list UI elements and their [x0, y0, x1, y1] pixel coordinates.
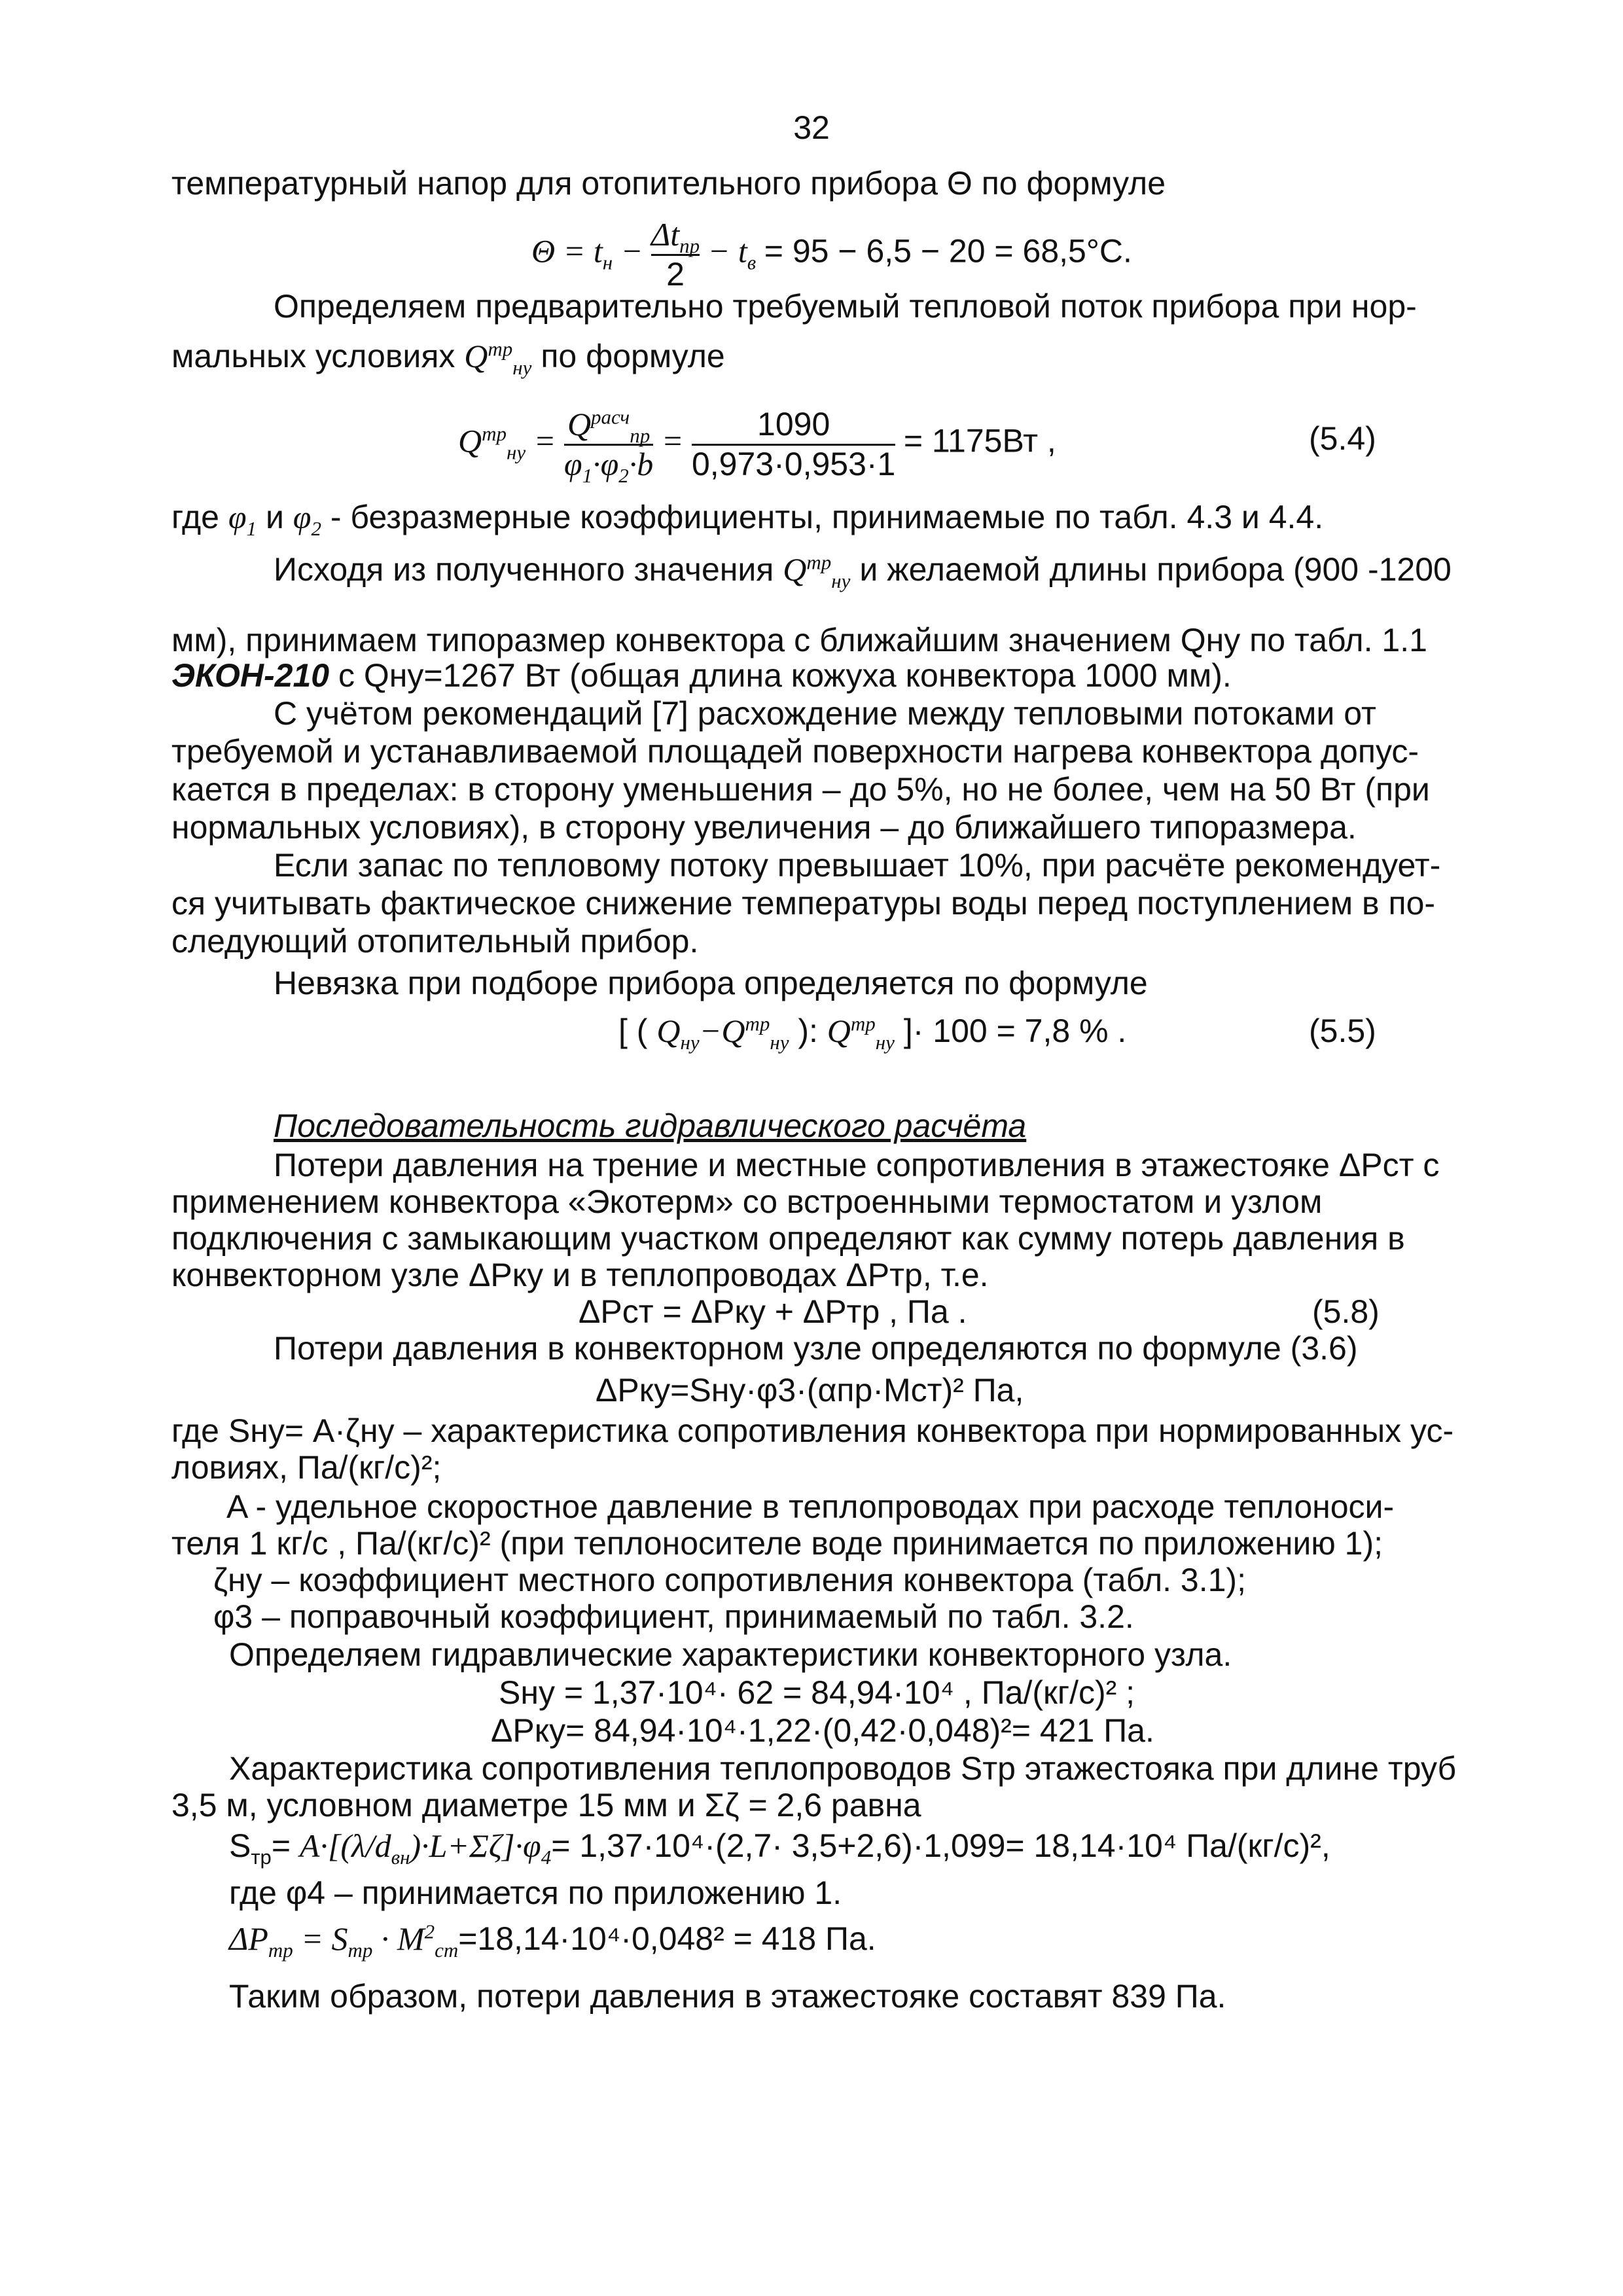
formula-theta: $\Theta = t_н$ − $\frac{\Delta t_{пр}}{2}$ − $t_в = 95 - 6,5 - 20 = 68,5^\circ С$. — [531, 216, 1132, 293]
s-tr-result: = 1,37·10⁴·(2,7· 3,5+2,6)·1,099= 18,14·10⁴ Па/(кг/с)², — [551, 1827, 1330, 1864]
paragraph-line: φ3 – поправочный коэффициент, принимаемый по табл. 3.2. — [213, 1598, 1134, 1635]
eq54-denominator: 0,973·0,953·1 — [692, 444, 895, 484]
paragraph-line: нормальных условиях), в сторону увеличения – до ближайшего типоразмера. — [171, 809, 1357, 846]
dp-tr-result: =18,14·10⁴·0,048² = 418 Па. — [458, 1920, 876, 1957]
paragraph-line: ловиях, Па/(кг/с)²; — [171, 1449, 442, 1486]
l9-rest: с Qну=1267 Вт (общая длина кожуха конвектора 1000 мм). — [329, 657, 1232, 694]
paragraph-line: 3,5 м, условном диаметре 15 мм и Σζ = 2,6 равна — [171, 1787, 921, 1823]
paragraph-line: мальных условиях $Q^{тр}_{ну}$ по формуле — [171, 337, 725, 379]
paragraph-line: Если запас по тепловому потоку превышает 10%, при расчёте рекомендует- — [274, 847, 1441, 884]
equation-number: (5.4) — [1309, 420, 1376, 457]
formula-3-6: ΔPку=Sну·φ3·(αпр·Mст)² Па, — [596, 1372, 1024, 1408]
paragraph-line: Потери давления в конвекторном узле определяются по формуле (3.6) — [274, 1330, 1358, 1367]
formula-dp-ku: ΔPку= 84,94·10⁴·1,22·(0,42·0,048)²= 421 Па. — [491, 1712, 1154, 1749]
paragraph-line: ся учитывать фактическое снижение температуры воды перед поступлением в по- — [171, 885, 1436, 922]
equation-number: (5.8) — [1312, 1293, 1380, 1330]
formula-dp-tr: $\Delta P_{тр} = S_{тр} \cdot M^2_{ст}=18,14\cdot 10^4\cdot 0,048^2 = 418$ Па. — [229, 1920, 876, 1962]
paragraph-line: требуемой и устанавливаемой площадей поверхности нагрева конвектора допус- — [171, 733, 1419, 770]
product-name: ЭКОН-210 — [171, 657, 330, 694]
paragraph-line: A - удельное скоростное давление в теплопроводах при расходе теплоноси- — [226, 1488, 1395, 1525]
paragraph-line: подключения с замыкающим участком определяют как сумму потерь давления в — [171, 1220, 1405, 1257]
formula-5-5: [ ( $Q_{ну}-Q^{тр}_{ну}$ ): $Q^{тр}_{ну}$ ]· 100 = 7,8 % . — [618, 1012, 1127, 1054]
paragraph-line: Невязка при подборе прибора определяется по формуле — [274, 965, 1148, 1001]
paragraph-line: Исходя из полученного значения $Q^{тр}_{ну}$ и желаемой длины прибора (900 -1200 — [274, 550, 1452, 592]
page-number: 32 — [793, 109, 830, 146]
paragraph-line: Определяем гидравлические характеристики конвекторного узла. — [229, 1636, 1232, 1673]
paragraph-line: ζну – коэффициент местного сопротивления конвектора (табл. 3.1); — [213, 1562, 1246, 1598]
paragraph-line: теля 1 кг/с , Па/(кг/с)² (при теплоносителе воде принимается по приложению 1); — [171, 1525, 1383, 1562]
paragraph-line: где Sну= A·ζну – характеристика сопротивления конвектора при нормированных ус- — [171, 1412, 1454, 1449]
formula-s-nu: Sну = 1,37·10⁴· 62 = 84,94·10⁴ , Па/(кг/с)² ; — [499, 1674, 1135, 1711]
formula-5-8: ΔPст = ΔPку + ΔPтр , Па . — [579, 1293, 967, 1330]
paragraph-line: где φ4 – принимается по приложению 1. — [229, 1874, 842, 1911]
equation-number: (5.5) — [1309, 1013, 1376, 1049]
paragraph-line: кается в пределах: в сторону уменьшения – до 5%, но не более, чем на 50 Вт (при — [171, 771, 1430, 808]
paragraph-line: Характеристика сопротивления теплопроводов Sтр этажестояка при длине труб — [229, 1750, 1457, 1787]
paragraph-line: Потери давления на трение и местные сопротивления в этажестояке ΔPст с — [274, 1147, 1440, 1183]
eq54-numerator: 1090 — [757, 406, 830, 442]
paragraph-line: следующий отопительный прибор. — [171, 923, 699, 960]
paragraph-line: применением конвектора «Экотерм» со встроенными термостатом и узлом — [171, 1183, 1323, 1220]
paragraph-line — [171, 656, 1232, 695]
paragraph-line: конвекторном узле ΔPку и в теплопроводах ΔPтр, т.е. — [171, 1257, 989, 1293]
paragraph-line: температурный напор для отопительного прибора Θ по формуле — [171, 165, 1166, 202]
paragraph-line: где $\varphi_1$ и $\varphi_2$ - безразмерные коэффициенты, принимаемые по табл. 4.3 и 4.4. — [171, 499, 1324, 540]
paragraph-line: Таким образом, потери давления в этажестояке составят 839 Па. — [229, 1978, 1226, 2015]
formula-5-4: $Q^{тр}_{ну}$ = $\frac{Q^{расч}_{пр}}{\varphi_1\cdot\varphi_2\cdot b}$ = $\frac{1090}{0,973\cdot 0,953\cdot 1}$ = 1175Вт , — [458, 405, 1056, 487]
paragraph-line: мм), принимаем типоразмер конвектора с ближайшим значением Qну по табл. 1.1 — [171, 622, 1427, 658]
section-heading: Последовательность гидравлического расчёта — [274, 1107, 1027, 1144]
paragraph-line: С учётом рекомендаций [7] расхождение между тепловыми потоками от — [274, 695, 1376, 732]
paragraph-line: Определяем предварительно требуемый тепловой поток прибора при нор- — [274, 288, 1417, 325]
formula-s-tr: $S_{тр}= A\cdot[(\lambda/d_{вн})\cdot L+\Sigma\zeta]\cdot\varphi_4= 1,37\cdot 10^4\cdot(2,7\cdot 3,5+2,6)\cdot 1,099= 18,14\cdot 10^4$ Па/(кг/с)², — [229, 1827, 1330, 1869]
eq54-result: = 1175Вт , — [903, 422, 1056, 459]
